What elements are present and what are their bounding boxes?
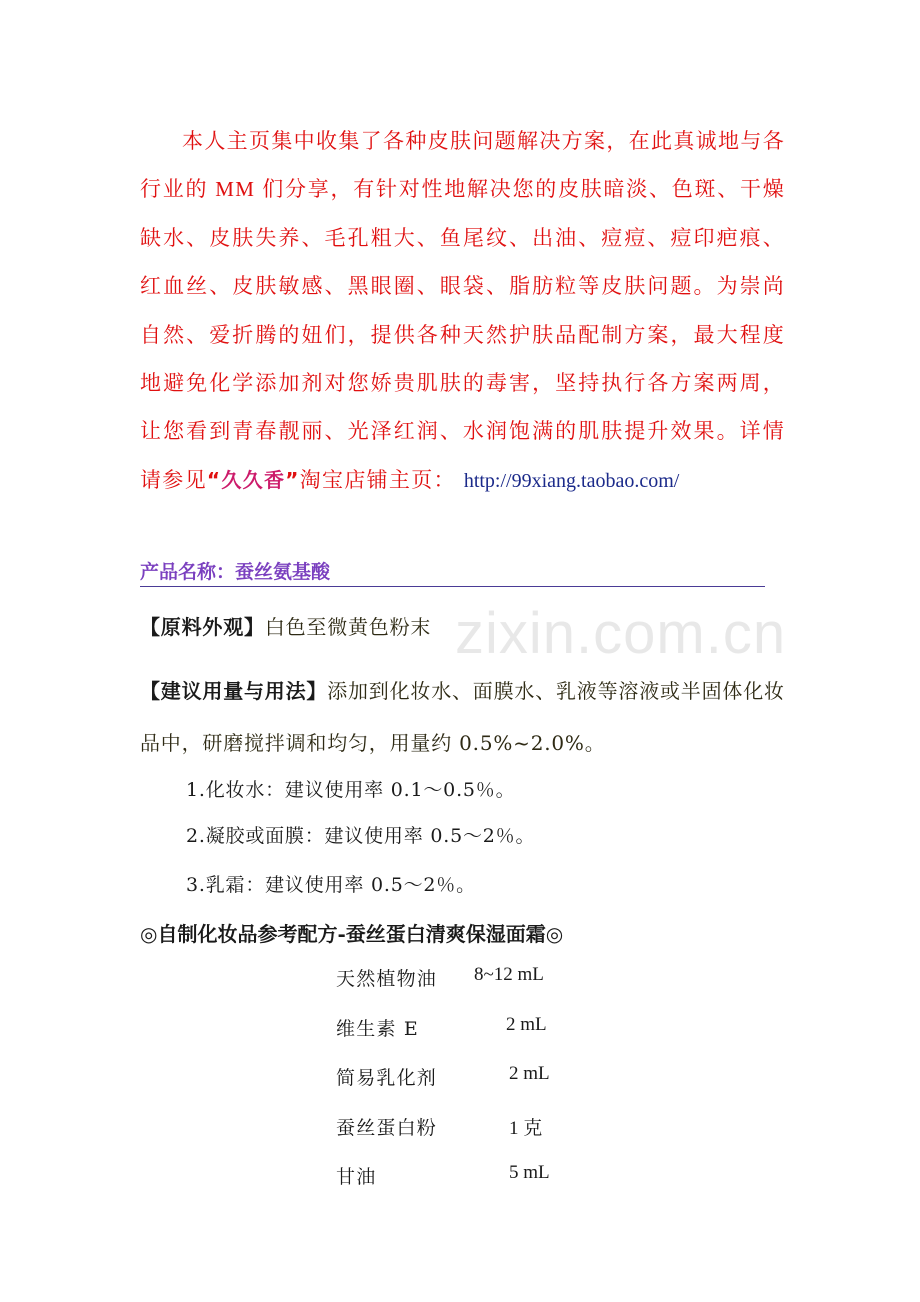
rate-item-cream: 3.乳霜：建议使用率 0.5～2％。 bbox=[186, 874, 476, 896]
ingredient-name: 甘油 bbox=[336, 1166, 377, 1188]
shop-quote-close: ” bbox=[285, 467, 300, 492]
intro-text-en: MM bbox=[208, 177, 263, 202]
usage-label: 【建议用量与用法】 bbox=[140, 679, 328, 703]
ingredient-amount: 2 mL bbox=[509, 1063, 550, 1084]
ingredient-amount: 2 mL bbox=[506, 1013, 547, 1035]
shop-url-link[interactable]: http://99xiang.taobao.com/ bbox=[463, 469, 680, 492]
watermark: zixin.com.cn bbox=[455, 601, 787, 666]
intro-text-a: 本人主页集中收集了各种皮肤问题解决方案，在此真诚地与各行业的 bbox=[140, 129, 785, 202]
raw-material-text: 白色至微黄色粉末 bbox=[264, 615, 432, 639]
raw-material-section bbox=[140, 612, 785, 642]
ingredient-name: 简易乳化剂 bbox=[336, 1067, 438, 1089]
usage-section bbox=[140, 665, 785, 769]
ingredient-amount: 8~12 mL bbox=[474, 964, 544, 985]
formula-title: ◎自制化妆品参考配方-蚕丝蛋白清爽保湿面霜◎ bbox=[140, 922, 564, 946]
shop-name: 久久香 bbox=[221, 467, 286, 492]
rate-item-gel-mask: 2.凝胶或面膜：建议使用率 0.5～2％。 bbox=[186, 825, 536, 847]
intro-text-c: 淘宝店铺主页： bbox=[299, 467, 456, 492]
raw-material-label: 【原料外观】 bbox=[140, 615, 265, 639]
shop-quote-open: “ bbox=[206, 467, 222, 492]
ingredient-name: 蚕丝蛋白粉 bbox=[336, 1116, 438, 1139]
usage-text: 添加到化妆水、面膜水、乳液等溶液或半固体化妆品中，研磨搅拌调和均匀，用量约 0.5%~2.0%。 bbox=[140, 679, 785, 755]
intro-text-b: 们分享，有针对性地解决您的皮肤暗淡、色斑、干燥缺水、皮肤失养、毛孔粗大、鱼尾纹、出油、痘痘、痘印疤痕、红血丝、皮肤敏感、黑眼圈、眼袋、脂肪粒等皮肤问题。为崇尚自然、爱折腾的妞们，提供各种天然护肤品配制方案，最大程度地避免化学添加剂对您娇贵肌肤的毒害，坚持执行各方案两周，让您看到青春靓丽、光泽红润、水润饱满的肌肤提升效果。详情请参见 bbox=[140, 177, 785, 492]
ingredient-name: 天然植物油 bbox=[336, 968, 438, 990]
product-title: 产品名称：蚕丝氨基酸 bbox=[140, 558, 765, 587]
ingredient-name: 维生素 E bbox=[336, 1017, 419, 1040]
rate-item-toner: 1.化妆水：建议使用率 0.1～0.5％。 bbox=[186, 779, 516, 801]
ingredient-amount: 1 克 bbox=[509, 1117, 543, 1139]
ingredient-amount: 5 mL bbox=[509, 1162, 550, 1183]
intro-paragraph bbox=[140, 117, 785, 505]
